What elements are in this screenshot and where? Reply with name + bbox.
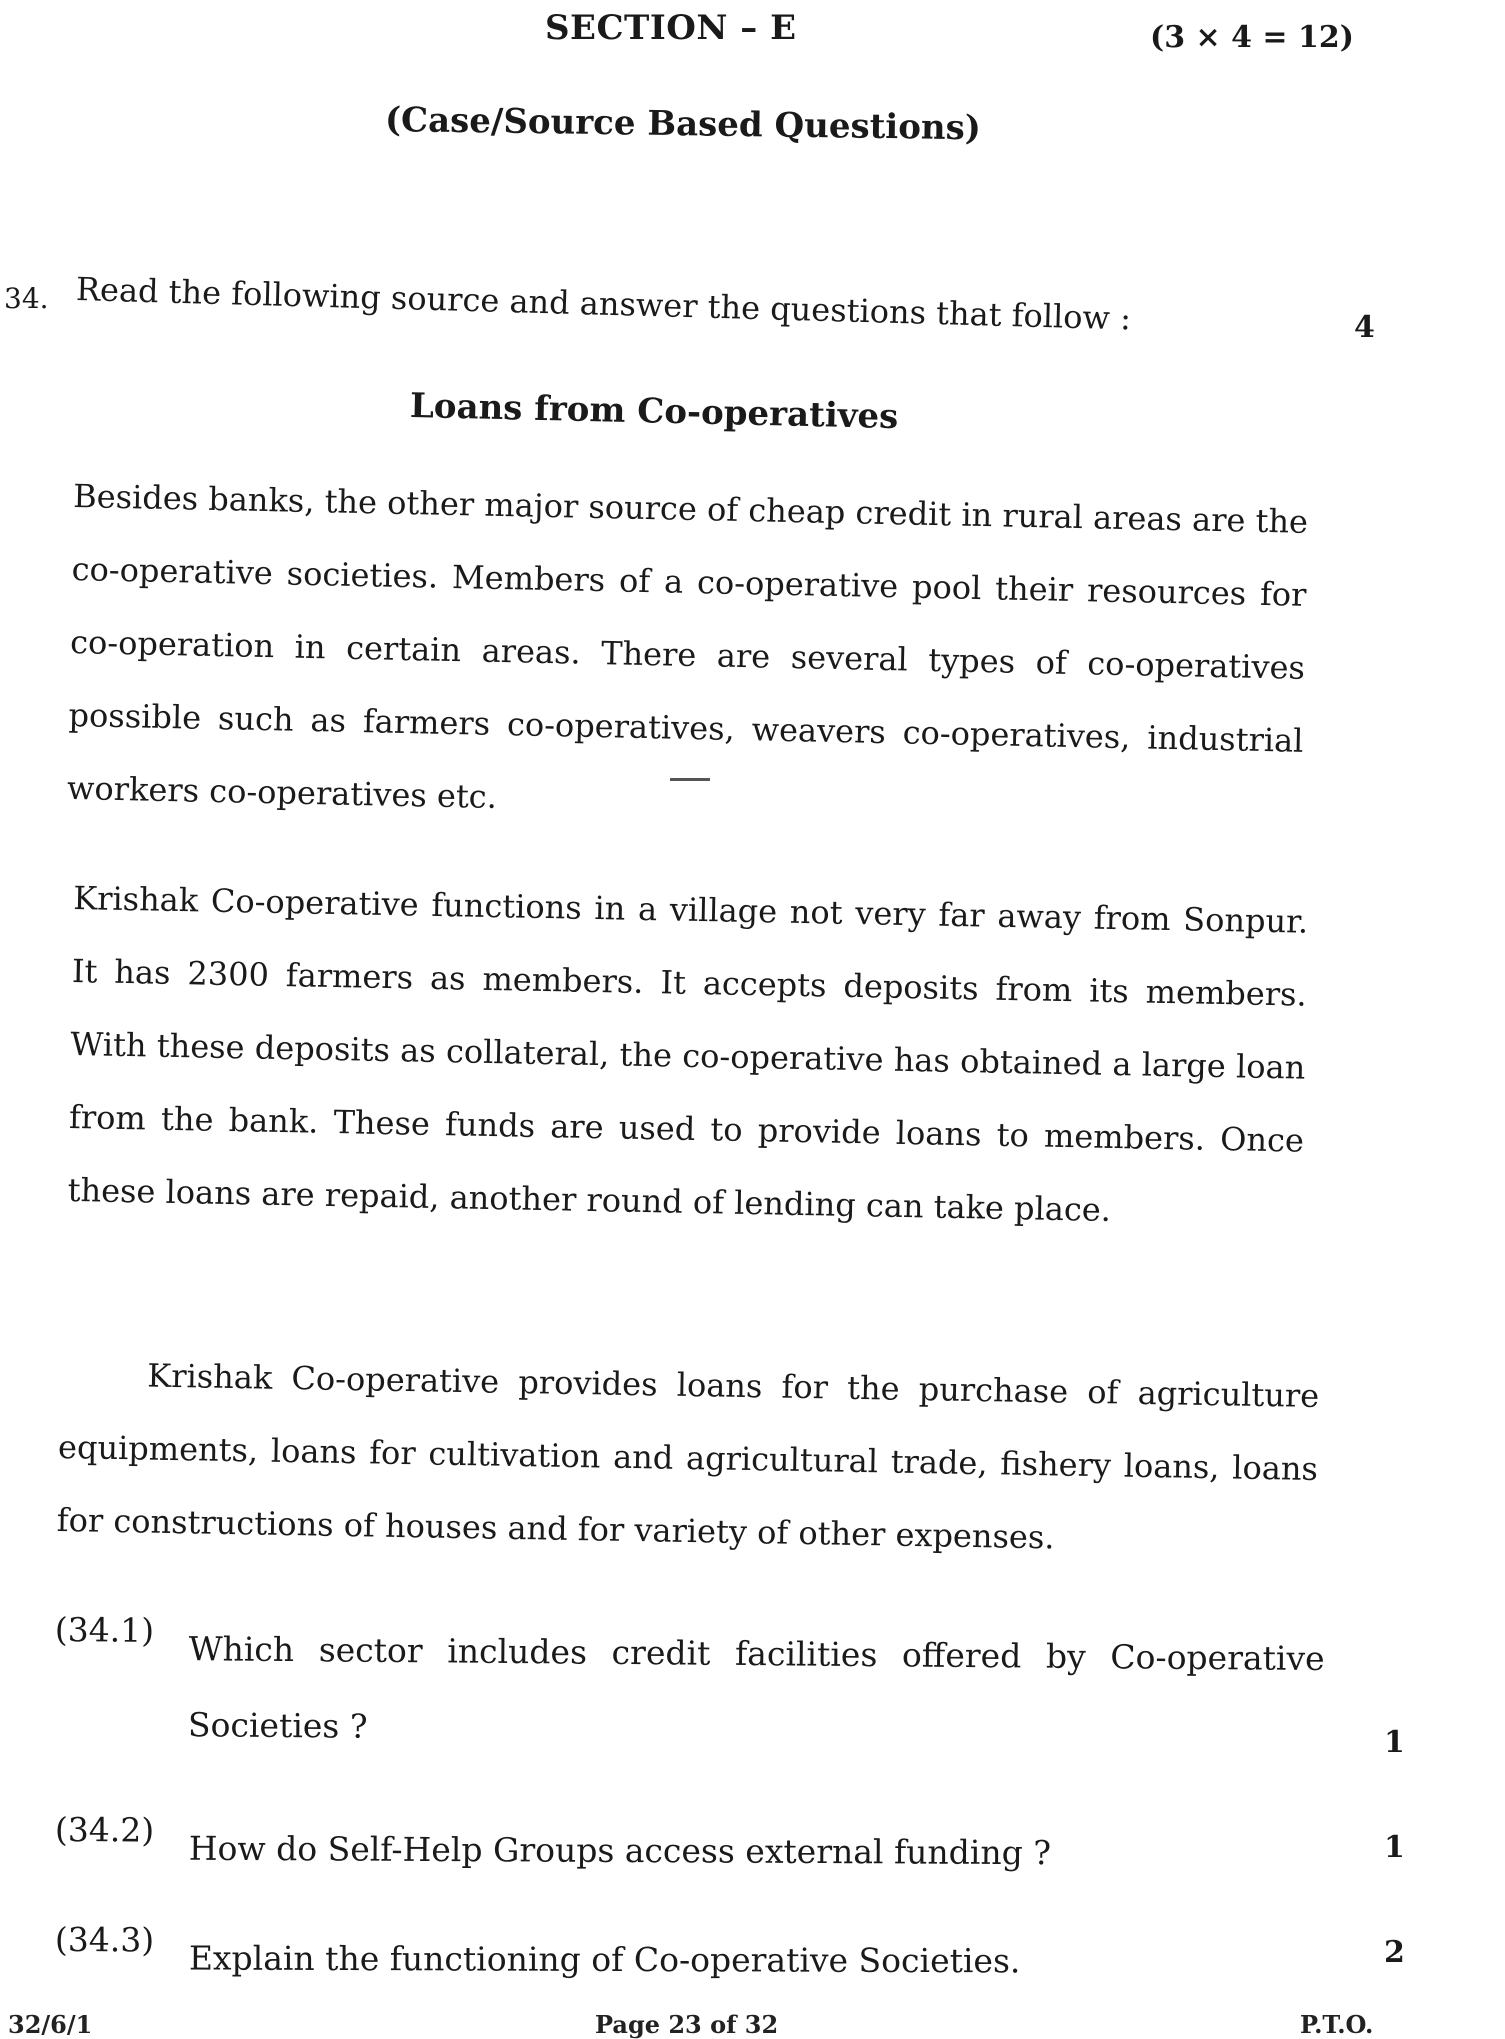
source-paragraph-3: Krishak Co-operative provides loans for the purchase of agriculture equipments, loans for cultivation and agricultural trade, fishery loans, loans for constructions of houses and for variety of other expenses.	[56, 1356, 1320, 1557]
sub-question-number: (34.1)	[54, 1610, 155, 1650]
source-paragraph-1: Besides banks, the other major source of cheap credit in rural areas are the co-operative societies. Members of a co-operative pool their resources for co-operation in certain areas. There are several types of co-operatives possible such as farmers co-operatives, weavers co-operatives, industrial workers co-operatives etc.	[66, 476, 1309, 816]
sub-question-marks: 1	[1384, 1725, 1405, 1760]
sub-question-text: Explain the functioning of Co-operative Societies.	[188, 1938, 1021, 1981]
section-marks-total: (3 × 4 = 12)	[1150, 20, 1354, 55]
sub-question-34-2	[55, 1810, 1325, 1893]
section-title: SECTION – E	[545, 8, 797, 48]
sub-question-marks: 1	[1384, 1830, 1405, 1865]
sub-question-marks: 2	[1384, 1935, 1405, 1970]
footer-paper-code: 32/6/1	[8, 2010, 93, 2039]
sub-question-text: Which sector includes credit facilities offered by Co-operative Societies ?	[187, 1629, 1325, 1746]
question-marks: 4	[1354, 310, 1375, 345]
sub-question-text: How do Self-Help Groups access external funding ?	[188, 1828, 1052, 1873]
question-instruction: Read the following source and answer the questions that follow :	[75, 270, 1132, 338]
footer-page-number: Page 23 of 32	[595, 2010, 779, 2039]
stray-mark	[670, 778, 710, 781]
source-paragraph-2: Krishak Co-operative functions in a village not very far away from Sonpur. It has 2300 farmers as members. It accepts deposits from its members. With these deposits as collateral, the co-operative has obtained a large loan from the bank. These funds are used to provide loans to members. Once these loans are repaid, another round of lending can take place.	[67, 878, 1309, 1229]
sub-question-34-1	[54, 1610, 1325, 1773]
source-heading: Loans from Co-operatives	[409, 386, 899, 438]
question-number: 34.	[4, 282, 49, 315]
sub-question-number: (34.3)	[54, 1920, 155, 1960]
sub-question-number: (34.2)	[54, 1810, 155, 1850]
sub-question-34-3	[55, 1920, 1325, 2000]
footer-pto: P.T.O.	[1300, 2010, 1374, 2039]
section-subtitle: (Case/Source Based Questions)	[384, 100, 982, 149]
